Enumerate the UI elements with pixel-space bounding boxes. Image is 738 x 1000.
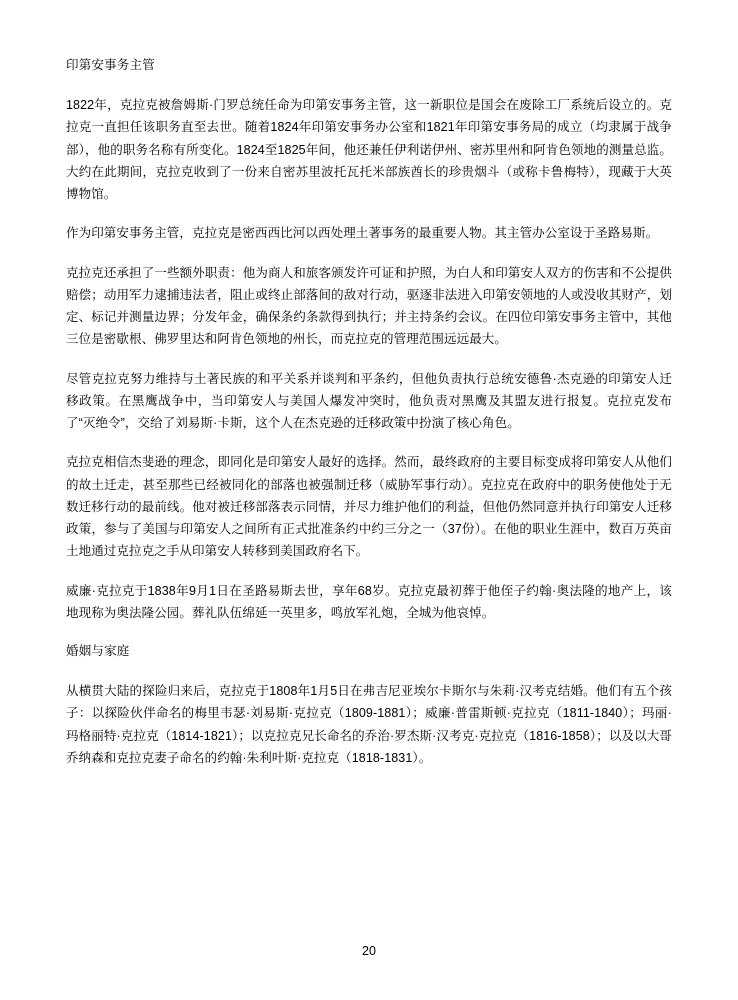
paragraph: 1822年，克拉克被詹姆斯·门罗总统任命为印第安事务主管，这一新职位是国会在废除工厂系统后设立的。克拉克一直担任该职务直至去世。随着1824年印第安事务办公室和1821年印第安事务局的成立（均隶属于战争部），他的职务名称有所变化。1824至1825年间，他还兼任伊利诺伊州、密苏里州和阿肯色领地的测量总监。大约在此期间，克拉克收到了一份来自密苏里波托瓦托米部族酋长的珍贵烟斗（或称卡鲁梅特），现藏于大英博物馆。 (66, 98, 672, 201)
paragraph: 尽管克拉克努力维持与土著民族的和平关系并谈判和平条约，但他负责执行总统安德鲁·杰克逊的印第安人迁移政策。在黑鹰战争中，当印第安人与美国人爆发冲突时，他负责对黑鹰及其盟友进行报复。克拉克发布了“灭绝令”，交给了刘易斯·卡斯，这个人在杰克逊的迁移政策中扮演了核心角色。 (66, 371, 672, 430)
paragraph: 从横贯大陆的探险归来后，克拉克于1808年1月5日在弗吉尼亚埃尔卡斯尔与朱莉·汉考克结婚。他们有五个孩子：以探险伙伴命名的梅里韦瑟·刘易斯·克拉克（1809-1881）；威廉·普雷斯顿·克拉克（1811-1840）；玛丽·玛格丽特·克拉克（1814-1821）；以克拉克兄长命名的乔治·罗杰斯·汉考克·克拉克（1816-1858）；以及以大哥乔纳森和克拉克妻子命名的约翰·朱利叶斯·克拉克（1818-1831）。 (66, 684, 672, 765)
page-number: 20 (362, 944, 376, 958)
paragraph: 克拉克相信杰斐逊的理念，即同化是印第安人最好的选择。然而，最终政府的主要目标变成将印第安人从他们的故土迁走，甚至那些已经被同化的部落也被强制迁移（威胁军事行动）。克拉克在政府中的职务使他处于无数迁移行动的最前线。他对被迁移部落表示同情，并尽力维护他们的利益，但他仍然同意并执行印第安人迁移政策，参与了美国与印第安人之间所有正式批准条约中约三分之一（37份）。在他的职业生涯中，数百万英亩土地通过克拉克之手从印第安人转移到美国政府名下。 (66, 455, 672, 559)
paragraph: 克拉克还承担了一些额外职责：他为商人和旅客颁发许可证和护照，为白人和印第安人双方的伤害和不公提供赔偿；动用军力逮捕违法者，阻止或终止部落间的敌对行动，驱逐非法进入印第安领地的人或没收其财产，划定、标记并测量边界；分发年金，确保条约条款得到执行；并主持条约会议。在四位印第安事务主管中，其他三位是密歇根、佛罗里达和阿肯色领地的州长，而克拉克的管理范围远远最大。 (66, 265, 672, 347)
page-content (66, 55, 672, 786)
paragraph: 作为印第安事务主管，克拉克是密西西比河以西处理土著事务的最重要人物。其主管办公室设于圣路易斯。 (66, 226, 659, 241)
paragraph: 威廉·克拉克于1838年9月1日在圣路易斯去世，享年68岁。克拉克最初葬于他侄子约翰·奥法隆的地产上，该地现称为奥法隆公园。葬礼队伍绵延一英里多，鸣放军礼炮，全城为他哀悼。 (66, 583, 672, 620)
section-heading: 印第安事务主管 (66, 58, 155, 72)
subsection-heading: 婚姻与家庭 (66, 644, 130, 658)
